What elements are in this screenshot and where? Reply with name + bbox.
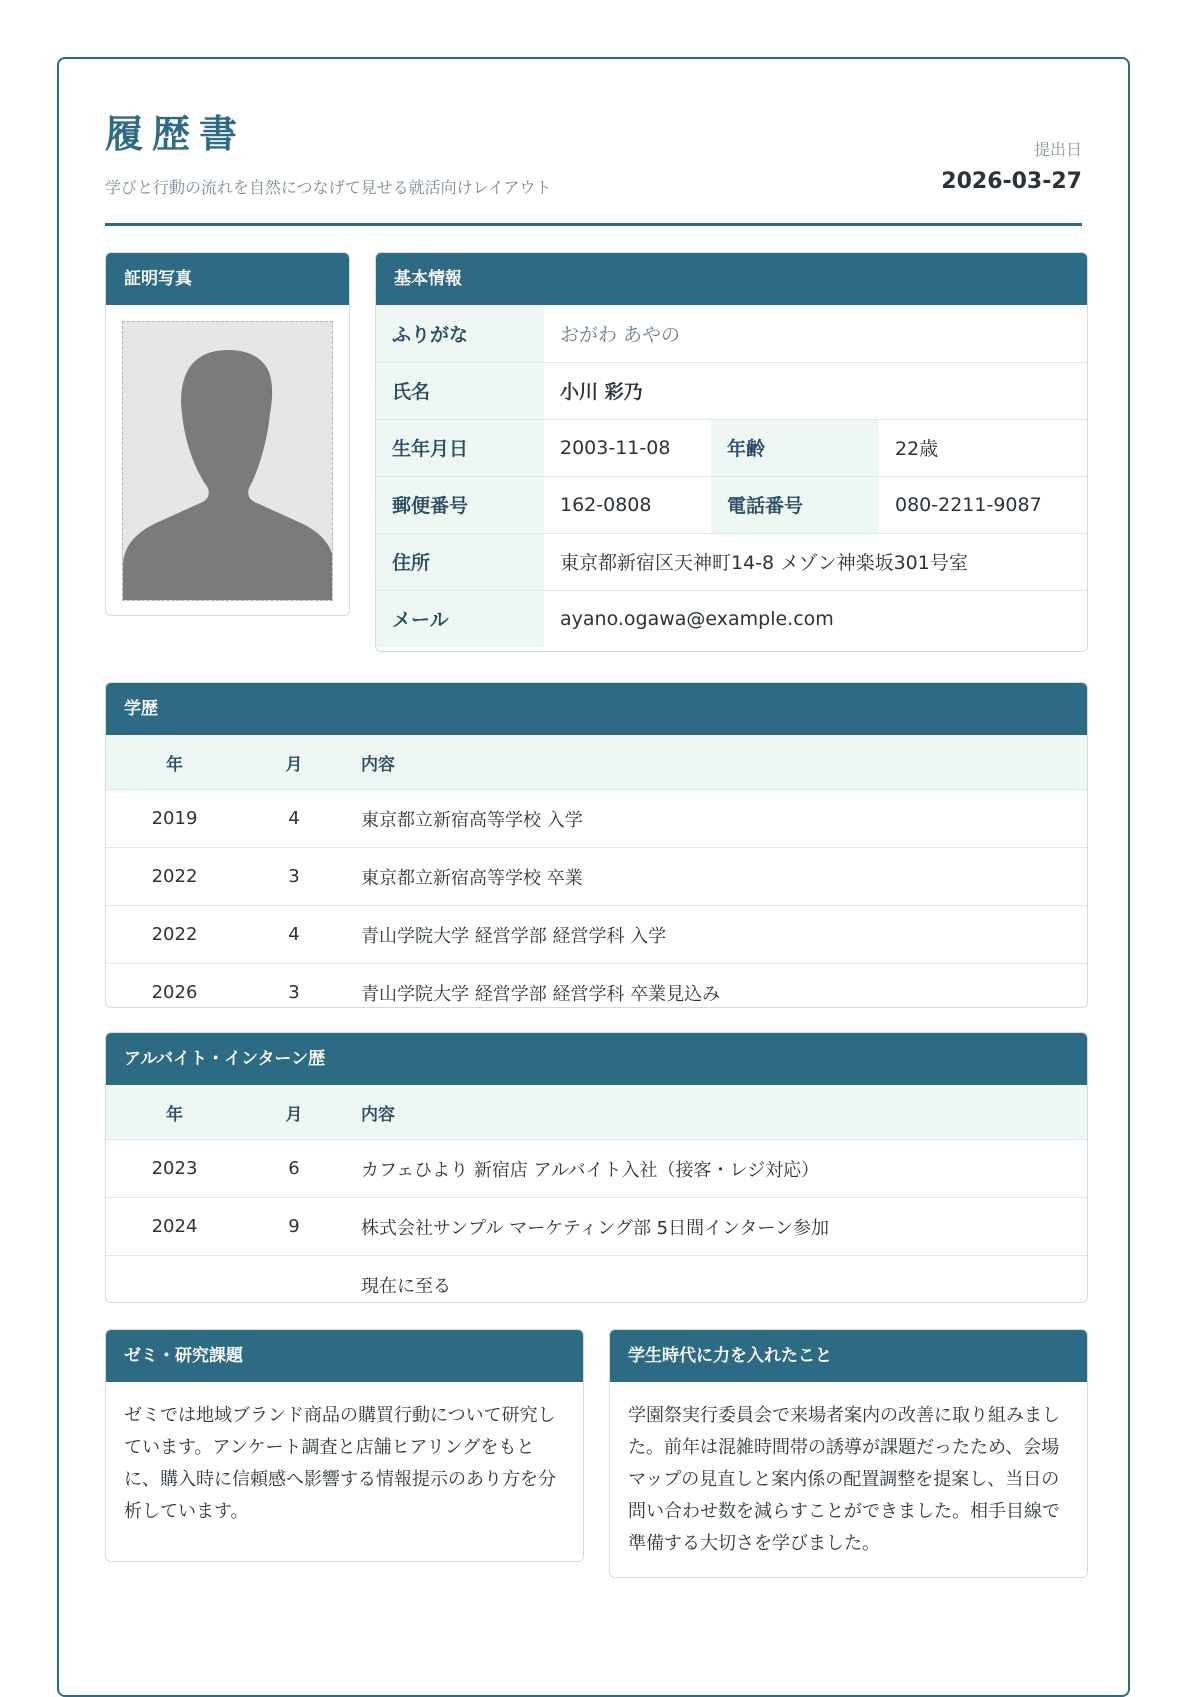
table-row xyxy=(106,1140,1087,1198)
work-history-card xyxy=(105,1032,1088,1303)
table-row xyxy=(106,964,1087,1009)
content-cell: 株式会社サンプル マーケティング部 5日間インターン参加 xyxy=(345,1198,1087,1256)
student-effort-card xyxy=(609,1329,1088,1578)
photo-card xyxy=(105,252,350,616)
year-column-header: 年 xyxy=(106,1085,243,1140)
seminar-card xyxy=(105,1329,584,1562)
year-cell: 2026 xyxy=(151,982,198,1003)
content-column-header: 内容 xyxy=(345,735,1087,790)
work-history-table xyxy=(106,1085,1087,1303)
student-effort-text: 学園祭実行委員会で来場者案内の改善に取り組みました。前年は混雑時間帯の誘導が課題だったため、会場マップの見直しと案内係の配置調整を提案し、当日の問い合わせ数を減らすことができました。相手目線で準備する大切さを学びました。 xyxy=(628,1405,1060,1554)
birth-value: 2003-11-08 xyxy=(544,419,711,476)
name-label: 氏名 xyxy=(376,362,544,419)
postal-label: 郵便番号 xyxy=(376,476,544,533)
page-subtitle: 学びと行動の流れを自然につなげて見せる就活向けレイアウト xyxy=(105,178,552,197)
email-label: メール xyxy=(376,590,544,647)
address-row xyxy=(376,533,1087,590)
basic-info-card xyxy=(375,252,1088,652)
content-cell: カフェひより 新宿店 アルバイト入社（接客・レジ対応） xyxy=(345,1140,1087,1198)
name-value: 小川 彩乃 xyxy=(544,362,1087,419)
name-row xyxy=(376,362,1087,419)
table-row xyxy=(106,1256,1087,1304)
content-cell: 東京都立新宿高等学校 卒業 xyxy=(345,848,1087,906)
month-cell xyxy=(243,1256,345,1304)
year-column-header: 年 xyxy=(106,735,243,790)
month-cell: 3 xyxy=(288,982,300,1003)
month-column-header: 月 xyxy=(243,1085,345,1140)
furigana-value: おがわ あやの xyxy=(544,305,1087,362)
month-column-header: 月 xyxy=(243,735,345,790)
submission-date: 2026-03-27 xyxy=(941,169,1082,194)
student-effort-heading: 学生時代に力を入れたこと xyxy=(610,1330,1087,1382)
email-row xyxy=(376,590,1087,647)
table-row xyxy=(106,790,1087,848)
table-row xyxy=(106,1198,1087,1256)
month-cell: 9 xyxy=(243,1198,345,1256)
birth-label: 生年月日 xyxy=(376,419,544,476)
page-title: 履歴書 xyxy=(105,112,247,156)
furigana-row xyxy=(376,305,1087,362)
year-cell: 2024 xyxy=(106,1198,243,1256)
resume-header xyxy=(105,59,1082,226)
person-silhouette-icon xyxy=(123,322,333,601)
year-cell: 2022 xyxy=(106,848,243,906)
seminar-text: ゼミでは地域ブランド商品の購買行動について研究しています。アンケート調査と店舗ヒアリングをもとに、購入時に信頼感へ影響する情報提示のあり方を分析しています。 xyxy=(124,1405,556,1522)
id-photo-placeholder xyxy=(122,321,333,601)
content-cell: 青山学院大学 経営学部 経営学科 卒業見込み xyxy=(361,983,721,1005)
work-history-heading: アルバイト・インターン歴 xyxy=(106,1033,1087,1085)
email-value: ayano.ogawa@example.com xyxy=(560,607,834,630)
birth-age-row xyxy=(376,419,1087,476)
postal-value: 162-0808 xyxy=(544,476,711,533)
address-label: 住所 xyxy=(376,533,544,590)
table-row xyxy=(106,848,1087,906)
seminar-heading: ゼミ・研究課題 xyxy=(106,1330,583,1382)
table-row xyxy=(106,906,1087,964)
postal-phone-row xyxy=(376,476,1087,533)
month-cell: 4 xyxy=(243,790,345,848)
work-header-row xyxy=(106,1085,1087,1140)
furigana-label: ふりがな xyxy=(376,305,544,362)
year-cell: 2019 xyxy=(106,790,243,848)
content-cell: 現在に至る xyxy=(361,1275,451,1297)
month-cell: 3 xyxy=(243,848,345,906)
photo-heading: 証明写真 xyxy=(106,253,349,305)
content-cell: 青山学院大学 経営学部 経営学科 入学 xyxy=(345,906,1087,964)
age-value: 22歳 xyxy=(879,419,1087,476)
education-heading: 学歴 xyxy=(106,683,1087,735)
address-value: 東京都新宿区天神町14-8 メゾン神楽坂301号室 xyxy=(544,533,1087,590)
year-cell xyxy=(106,1256,243,1304)
basic-info-heading: 基本情報 xyxy=(376,253,1087,305)
education-card xyxy=(105,682,1088,1008)
education-header-row xyxy=(106,735,1087,790)
phone-label: 電話番号 xyxy=(711,476,879,533)
content-cell: 東京都立新宿高等学校 入学 xyxy=(345,790,1087,848)
resume-page xyxy=(57,57,1130,1697)
submission-date-label: 提出日 xyxy=(1033,140,1082,159)
phone-value: 080-2211-9087 xyxy=(879,476,1087,533)
month-cell: 6 xyxy=(243,1140,345,1198)
education-table xyxy=(106,735,1087,1008)
year-cell: 2022 xyxy=(106,906,243,964)
content-column-header: 内容 xyxy=(345,1085,1087,1140)
age-label: 年齢 xyxy=(711,419,879,476)
year-cell: 2023 xyxy=(106,1140,243,1198)
basic-info-table xyxy=(376,305,1087,647)
month-cell: 4 xyxy=(243,906,345,964)
